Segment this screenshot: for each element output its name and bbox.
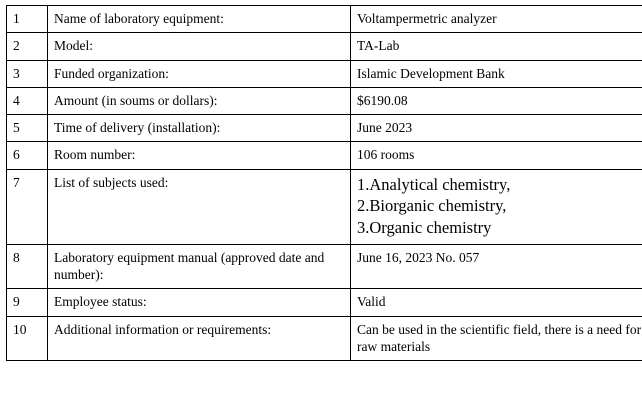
row-value-list xyxy=(351,169,642,244)
table-row xyxy=(7,60,642,87)
row-number: 3 xyxy=(7,60,48,87)
row-value: Valid xyxy=(351,289,642,316)
row-value: TA-Lab xyxy=(351,33,642,60)
row-value: 106 rooms xyxy=(351,142,642,169)
row-label: Employee status: xyxy=(48,289,351,316)
table-row xyxy=(7,142,642,169)
subject-list-item: 2.Biorganic chemistry, xyxy=(357,196,507,216)
subject-list-item: 3.Organic chemistry xyxy=(357,218,492,238)
table-row xyxy=(7,87,642,114)
table-row xyxy=(7,115,642,142)
table-body xyxy=(7,6,642,361)
row-number: 4 xyxy=(7,87,48,114)
row-value: Islamic Development Bank xyxy=(351,60,642,87)
row-label: Amount (in soums or dollars): xyxy=(48,87,351,114)
row-label: Time of delivery (installation): xyxy=(48,115,351,142)
table-row xyxy=(7,289,642,316)
row-value: June 2023 xyxy=(351,115,642,142)
row-label: Funded organization: xyxy=(48,60,351,87)
row-number: 10 xyxy=(7,316,48,361)
equipment-table xyxy=(6,5,642,361)
row-number: 9 xyxy=(7,289,48,316)
row-label: Model: xyxy=(48,33,351,60)
row-label: Additional information or requirements: xyxy=(48,316,351,361)
row-value: Can be used in the scientific field, there is a need for raw materials xyxy=(351,316,642,361)
table-row xyxy=(7,169,642,244)
table-row xyxy=(7,33,642,60)
row-number: 5 xyxy=(7,115,48,142)
row-number: 6 xyxy=(7,142,48,169)
row-number: 7 xyxy=(7,169,48,244)
row-value: $6190.08 xyxy=(351,87,642,114)
row-label: Name of laboratory equipment: xyxy=(48,6,351,33)
row-value: June 16, 2023 No. 057 xyxy=(351,244,642,289)
row-number: 8 xyxy=(7,244,48,289)
row-label: List of subjects used: xyxy=(48,169,351,244)
row-value: Voltampermetric analyzer xyxy=(351,6,642,33)
table-row xyxy=(7,6,642,33)
row-number: 2 xyxy=(7,33,48,60)
row-label: Laboratory equipment manual (approved date and number): xyxy=(48,244,351,289)
subject-list-item: 1.Analytical chemistry, xyxy=(357,174,511,194)
subject-list xyxy=(357,174,642,239)
table-row xyxy=(7,244,642,289)
row-number: 1 xyxy=(7,6,48,33)
table-row xyxy=(7,316,642,361)
row-label: Room number: xyxy=(48,142,351,169)
